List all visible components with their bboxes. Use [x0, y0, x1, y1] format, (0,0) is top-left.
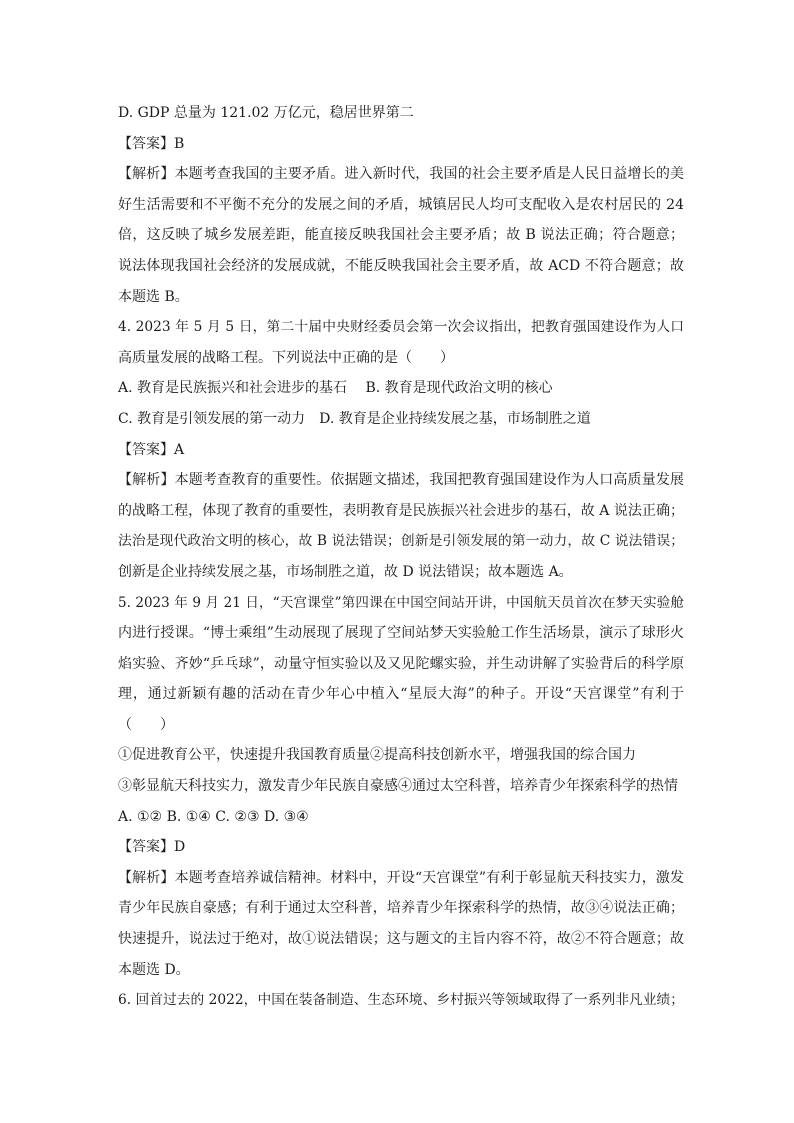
- analysis-q3-line-1: 【解析】本题考查我国的主要矛盾。进入新时代，我国的社会主要矛盾是人民日益增长的美: [118, 166, 684, 183]
- analysis-q5-line-3: 快速提升，说法过于绝对，故①说法错误；这与题文的主旨内容不符，故②不符合题意；故: [118, 931, 684, 948]
- analysis-q3-line-2: 好生活需要和不平衡不充分的发展之间的矛盾，城镇居民人均可支配收入是农村居民的 24: [118, 196, 684, 213]
- question-5-line-1: 5. 2023 年 9 月 21 日，“天宫课堂”第四课在中国空间站开讲，中国航天员首次在梦天实验舱: [118, 594, 684, 611]
- question-5-line-3: 焰实验、齐妙“乒乓球”，动量守恒实验以及又见陀螺实验，并生动讲解了实验背后的科学原: [118, 655, 684, 672]
- analysis-q4-line-4: 创新是企业持续发展之基，市场制胜之道，故 D 说法错误；故本题选 A。: [118, 563, 573, 580]
- question-5-options: A. ①② B. ①④ C. ②③ D. ③④: [118, 808, 309, 825]
- analysis-q3-line-3: 倍，这反映了城乡发展差距，能直接反映我国社会主要矛盾；故 B 说法正确；符合题意；: [118, 227, 684, 244]
- answer-q5: 【答案】D: [118, 839, 186, 856]
- question-5-statements-34: ③彰显航天科技实力，激发青少年民族自豪感④通过太空科普，培养青少年探索科学的热情: [118, 778, 678, 795]
- question-4-options-cd: C. 教育是引领发展的第一动力 D. 教育是企业持续发展之基，市场制胜之道: [118, 410, 591, 427]
- question-5-statements-12: ①促进教育公平，快速提升我国教育质量②提高科技创新水平，增强我国的综合国力: [118, 747, 636, 764]
- analysis-q3-line-5: 本题选 B。: [118, 288, 189, 305]
- analysis-q5-line-4: 本题选 D。: [118, 961, 190, 978]
- answer-q3: 【答案】B: [118, 135, 185, 152]
- question-6-line-1: 6. 回首过去的 2022，中国在装备制造、生态环境、乡村振兴等领域取得了一系列非凡业绩；: [118, 992, 684, 1009]
- analysis-q3-line-4: 说法体现我国社会经济的发展成就，不能反映我国社会主要矛盾，故 ACD 不符合题意；故: [118, 257, 684, 274]
- analysis-q4-line-3: 法治是现代政治文明的核心，故 B 说法错误；创新是引领发展的第一动力，故 C 说法错误；: [118, 533, 684, 550]
- question-5-line-2: 内进行授课。“博士乘组”生动展现了展现了空间站梦天实验舱工作生活场景，演示了球形火: [118, 625, 684, 642]
- document-page: [118, 98, 684, 1016]
- question-4-line-1: 4. 2023 年 5 月 5 日，第二十届中央财经委员会第一次会议指出，把教育强国建设作为人口: [118, 319, 684, 336]
- analysis-q5-line-1: 【解析】本题考查培养诚信精神。材料中，开设“天宫课堂”有利于彰显航天科技实力，激发: [118, 869, 684, 886]
- analysis-q4-line-1: 【解析】本题考查教育的重要性。依据题文描述，我国把教育强国建设作为人口高质量发展: [118, 472, 684, 489]
- option-d-gdp: D. GDP 总量为 121.02 万亿元，稳居世界第二: [118, 105, 414, 121]
- question-5-line-5: （ ）: [118, 716, 174, 733]
- question-5-line-4: 理，通过新颖有趣的活动在青少年心中植入“星辰大海”的种子。开设“天宫课堂”有利于: [118, 686, 684, 703]
- analysis-q5-line-2: 青少年民族自豪感；有利于通过太空科普，培养青少年探索科学的热情，故③④说法正确；: [118, 900, 684, 917]
- question-4-line-2: 高质量发展的战略工程。下列说法中正确的是（ ）: [118, 349, 454, 366]
- analysis-q4-line-2: 的战略工程，体现了教育的重要性，表明教育是民族振兴社会进步的基石，故 A 说法正确；: [118, 502, 684, 519]
- answer-q4: 【答案】A: [118, 441, 185, 458]
- question-4-options-ab: A. 教育是民族振兴和社会进步的基石 B. 教育是现代政治文明的核心: [118, 380, 553, 397]
